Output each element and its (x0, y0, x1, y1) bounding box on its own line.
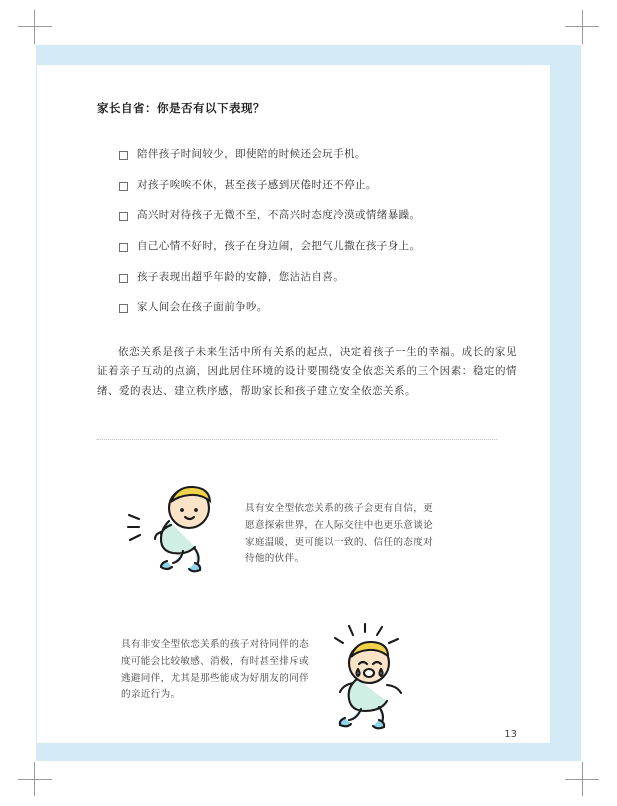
crop-mark-bottom-right (565, 762, 599, 796)
child-crawling-svg (125, 475, 245, 585)
page-number: 13 (504, 729, 517, 740)
list-item[interactable] (119, 148, 517, 162)
list-item-label: 自己心情不好时，孩子在身边闹，会把气儿撒在孩子身上。 (137, 239, 421, 252)
crop-mark-horizontal-line (565, 26, 599, 27)
crop-mark-horizontal-line (18, 779, 52, 780)
list-item-label: 对孩子唉唉不休，甚至孩子感到厌倦时还不停止。 (137, 178, 377, 191)
crop-mark-top-right (565, 10, 599, 44)
list-item-label: 家人间会在孩子面前争吵。 (137, 301, 268, 314)
list-item-label: 孩子表现出超乎年龄的安静，您沾沾自喜。 (137, 270, 345, 283)
list-item[interactable] (119, 209, 517, 223)
checkbox-icon[interactable] (119, 151, 128, 160)
checkbox-icon[interactable] (119, 243, 128, 252)
crop-mark-vertical-line (582, 10, 583, 44)
checkbox-icon[interactable] (119, 274, 128, 283)
crop-mark-top-left (18, 10, 52, 44)
insecure-attachment-block (111, 623, 517, 733)
section-divider (97, 439, 497, 441)
secure-attachment-block (125, 475, 517, 585)
list-item-label: 陪伴孩子时间较少，即使陪的时候还会玩手机。 (137, 148, 366, 160)
list-item[interactable] (119, 179, 517, 193)
child-crying-svg (313, 623, 433, 733)
list-item-label: 高兴时对待孩子无微不至，不高兴时态度冷漠或情绪暴躁。 (137, 209, 421, 222)
page-title: 家长自省：你是否有以下表现？ (97, 101, 265, 115)
crop-mark-horizontal-line (565, 779, 599, 780)
crop-mark-vertical-line (34, 10, 35, 44)
checkbox-icon[interactable] (119, 304, 128, 313)
list-item[interactable] (119, 240, 517, 254)
child-crying-illustration (313, 623, 433, 733)
self-check-list (97, 148, 517, 315)
secure-attachment-caption: 具有安全型依恋关系的孩子会更有自信，更愿意探索世界，在人际交往中也更乐意谈论家庭温暖，更可能以一致的、信任的态度对待他的伙伴。 (245, 503, 433, 565)
page-body (97, 100, 517, 740)
crop-mark-horizontal-line (18, 26, 52, 27)
body-paragraph: 依恋关系是孩子未来生活中所有关系的起点，决定着孩子一生的幸福。成长的家见证着亲子互动的点滴，因此居住环境的设计要围绕安全依恋关系的三个因素：稳定的情绪、爱的表达、建立秩序感，帮助家长和孩子建立安全依恋关系。 (97, 345, 517, 397)
insecure-attachment-caption: 具有非安全型依恋关系的孩子对待同伴的态度可能会比较敏感、消极，有时甚至排斥或逃避同伴，尤其是那些能成为好朋友的同伴的亲近行为。 (121, 639, 309, 701)
checkbox-icon[interactable] (119, 212, 128, 221)
child-crawling-illustration (125, 475, 245, 585)
crop-mark-bottom-left (18, 762, 52, 796)
checkbox-icon[interactable] (119, 182, 128, 191)
list-item[interactable] (119, 271, 517, 285)
list-item[interactable] (119, 301, 517, 315)
